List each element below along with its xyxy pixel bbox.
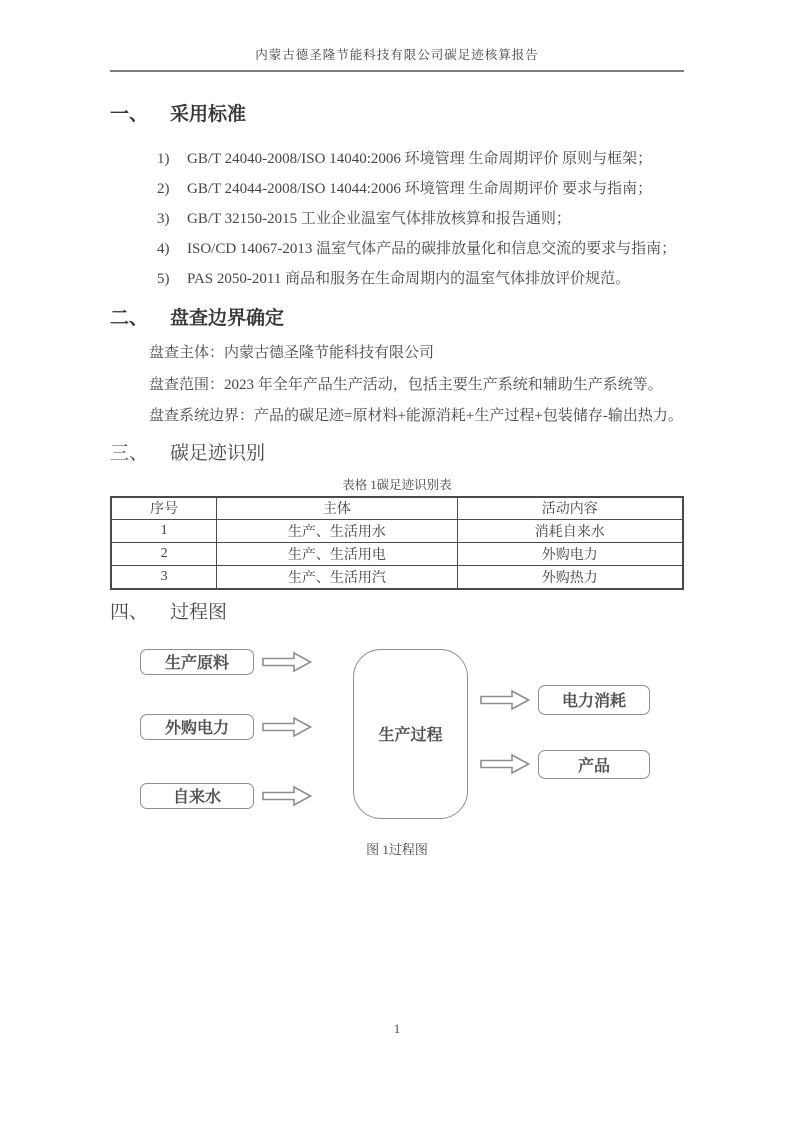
table-cell: 生产、生活用汽 bbox=[217, 566, 457, 589]
paragraph: 盘查主体：内蒙古德圣隆节能科技有限公司 bbox=[149, 345, 435, 361]
section-title: 过程图 bbox=[170, 601, 228, 623]
list-item-text: GB/T 24044-2008/ISO 14044:2006 环境管理 生命周期评价 要求与指南； bbox=[187, 181, 653, 197]
list-item-text: PAS 2050-2011 商品和服务在生命周期内的温室气体排放评价规范。 bbox=[187, 271, 631, 287]
table-row bbox=[111, 566, 683, 589]
list-item-number: 3) bbox=[157, 211, 170, 227]
table-cell: 消耗自来水 bbox=[457, 520, 683, 543]
diagram-output-box: 电力消耗 bbox=[538, 685, 650, 715]
list-item-number: 4) bbox=[157, 241, 170, 257]
table-cell: 生产、生活用电 bbox=[217, 543, 457, 566]
flow-arrow-icon bbox=[262, 716, 312, 738]
diagram-output-box: 产品 bbox=[538, 750, 650, 779]
list-item bbox=[157, 144, 684, 174]
table-cell: 外购电力 bbox=[457, 543, 683, 566]
table-header-cell: 活动内容 bbox=[457, 497, 683, 520]
section-heading-process-chart bbox=[110, 600, 684, 626]
list-item-number: 2) bbox=[157, 181, 170, 197]
paragraph: 盘查系统边界：产品的碳足迹=原材料+能源消耗+生产过程+包装储存-输出热力。 bbox=[149, 408, 683, 424]
diagram-input-box: 生产原料 bbox=[140, 649, 254, 675]
section-number: 一、 bbox=[110, 104, 149, 125]
list-item bbox=[157, 264, 684, 294]
diagram-input-box: 外购电力 bbox=[140, 714, 254, 740]
list-item bbox=[157, 174, 684, 204]
section-number: 三、 bbox=[110, 442, 149, 464]
table-cell: 2 bbox=[111, 543, 217, 566]
flow-arrow-icon bbox=[262, 785, 312, 807]
table-caption: 表格 1碳足迹识别表 bbox=[342, 477, 452, 492]
section-heading-standards bbox=[110, 102, 684, 128]
section-heading-boundary bbox=[110, 306, 684, 332]
list-item bbox=[157, 204, 684, 234]
table-cell: 1 bbox=[111, 520, 217, 543]
list-item-text: ISO/CD 14067-2013 温室气体产品的碳排放量化和信息交流的要求与指南； bbox=[187, 241, 677, 257]
boundary-paragraphs bbox=[110, 338, 684, 433]
figure-caption: 图 1过程图 bbox=[366, 841, 428, 857]
process-diagram bbox=[110, 644, 684, 829]
section-title: 采用标准 bbox=[170, 104, 247, 125]
section-title: 碳足迹识别 bbox=[170, 442, 266, 464]
list-item-text: GB/T 24040-2008/ISO 14040:2006 环境管理 生命周期评价 原则与框架； bbox=[187, 151, 653, 167]
section-title: 盘查边界确定 bbox=[170, 308, 285, 329]
page-header bbox=[110, 45, 684, 72]
table-header-cell: 主体 bbox=[217, 497, 457, 520]
list-item-text: GB/T 32150-2015 工业企业温室气体排放核算和报告通则； bbox=[187, 211, 571, 227]
table-cell: 外购热力 bbox=[457, 566, 683, 589]
section-heading-identification bbox=[110, 441, 684, 467]
table-cell: 3 bbox=[111, 566, 217, 589]
standards-list bbox=[110, 144, 684, 294]
identification-table bbox=[110, 496, 684, 590]
diagram-input-box: 自来水 bbox=[140, 783, 254, 809]
section-number: 二、 bbox=[110, 308, 149, 329]
list-item-number: 1) bbox=[157, 151, 170, 167]
table-row bbox=[111, 543, 683, 566]
table-row bbox=[111, 520, 683, 543]
flow-arrow-icon bbox=[480, 753, 530, 775]
diagram-process-box: 生产过程 bbox=[353, 649, 468, 819]
page-number: 1 bbox=[393, 1022, 401, 1036]
flow-arrow-icon bbox=[480, 689, 530, 711]
paragraph: 盘查范围：2023 年全年产品生产活动，包括主要生产系统和辅助生产系统等。 bbox=[149, 376, 663, 393]
list-item bbox=[157, 234, 684, 264]
list-item-number: 5) bbox=[157, 271, 170, 287]
table-cell: 生产、生活用水 bbox=[217, 520, 457, 543]
header-title: 内蒙古德圣隆节能科技有限公司碳足迹核算报告 bbox=[255, 48, 539, 62]
section-number: 四、 bbox=[110, 601, 149, 623]
flow-arrow-icon bbox=[262, 651, 312, 673]
table-header-cell: 序号 bbox=[111, 497, 217, 520]
table-header-row bbox=[111, 497, 683, 520]
